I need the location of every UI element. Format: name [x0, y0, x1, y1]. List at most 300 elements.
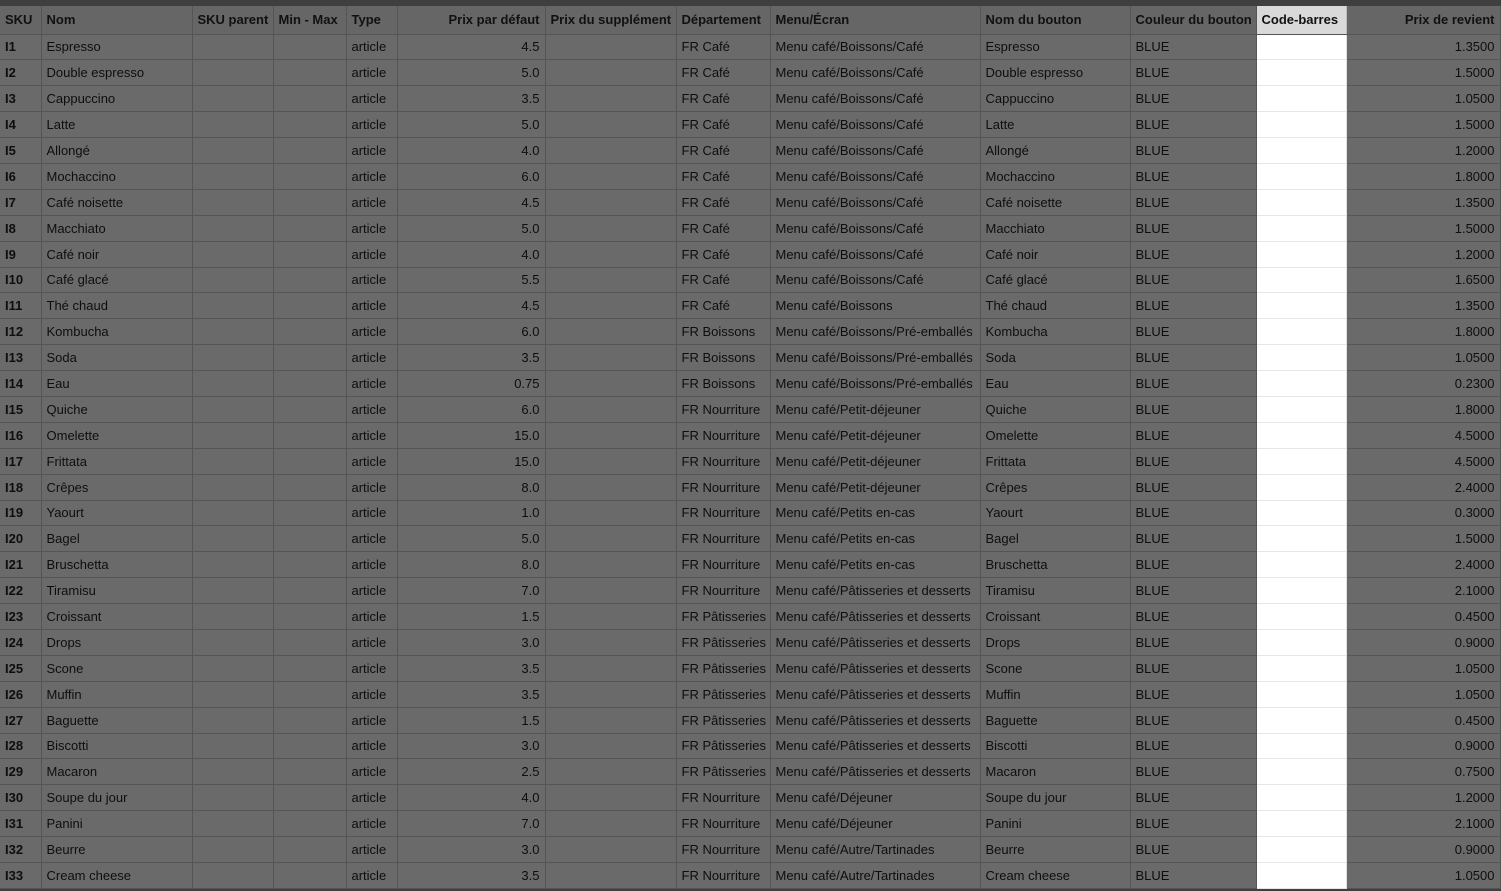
- cell-sku[interactable]: I6: [0, 163, 41, 189]
- cell-revient[interactable]: 0.9000: [1346, 629, 1500, 655]
- cell-type[interactable]: article: [346, 267, 397, 293]
- cell-type[interactable]: article: [346, 86, 397, 112]
- cell-supp[interactable]: [545, 267, 676, 293]
- cell-type[interactable]: article: [346, 785, 397, 811]
- cell-code[interactable]: [1256, 241, 1346, 267]
- cell-prix[interactable]: 4.0: [397, 241, 545, 267]
- cell-couleur[interactable]: BLUE: [1130, 371, 1256, 397]
- cell-revient[interactable]: 0.2300: [1346, 371, 1500, 397]
- cell-parent[interactable]: [192, 629, 273, 655]
- cell-menu[interactable]: Menu café/Petits en-cas: [770, 552, 980, 578]
- cell-sku[interactable]: I3: [0, 86, 41, 112]
- column-header-sku[interactable]: SKU: [0, 6, 41, 34]
- cell-dep[interactable]: FR Nourriture: [676, 448, 770, 474]
- cell-couleur[interactable]: BLUE: [1130, 655, 1256, 681]
- cell-couleur[interactable]: BLUE: [1130, 112, 1256, 138]
- cell-parent[interactable]: [192, 604, 273, 630]
- cell-revient[interactable]: 1.3500: [1346, 293, 1500, 319]
- cell-sku[interactable]: I16: [0, 422, 41, 448]
- cell-bouton[interactable]: Eau: [980, 371, 1130, 397]
- cell-minmax[interactable]: [273, 681, 346, 707]
- cell-bouton[interactable]: Crêpes: [980, 474, 1130, 500]
- cell-couleur[interactable]: BLUE: [1130, 163, 1256, 189]
- cell-code[interactable]: [1256, 267, 1346, 293]
- cell-sku[interactable]: I8: [0, 215, 41, 241]
- cell-nom[interactable]: Café glacé: [41, 267, 192, 293]
- cell-supp[interactable]: [545, 396, 676, 422]
- cell-minmax[interactable]: [273, 629, 346, 655]
- cell-supp[interactable]: [545, 293, 676, 319]
- cell-bouton[interactable]: Quiche: [980, 396, 1130, 422]
- cell-code[interactable]: [1256, 474, 1346, 500]
- cell-parent[interactable]: [192, 163, 273, 189]
- cell-dep[interactable]: FR Boissons: [676, 319, 770, 345]
- cell-revient[interactable]: 0.9000: [1346, 837, 1500, 863]
- cell-parent[interactable]: [192, 448, 273, 474]
- cell-type[interactable]: article: [346, 863, 397, 889]
- cell-type[interactable]: article: [346, 474, 397, 500]
- cell-nom[interactable]: Kombucha: [41, 319, 192, 345]
- cell-sku[interactable]: I30: [0, 785, 41, 811]
- cell-supp[interactable]: [545, 60, 676, 86]
- cell-sku[interactable]: I17: [0, 448, 41, 474]
- cell-revient[interactable]: 0.3000: [1346, 500, 1500, 526]
- cell-parent[interactable]: [192, 86, 273, 112]
- cell-nom[interactable]: Frittata: [41, 448, 192, 474]
- cell-supp[interactable]: [545, 319, 676, 345]
- cell-bouton[interactable]: Cappuccino: [980, 86, 1130, 112]
- cell-prix[interactable]: 6.0: [397, 319, 545, 345]
- cell-couleur[interactable]: BLUE: [1130, 189, 1256, 215]
- cell-supp[interactable]: [545, 86, 676, 112]
- cell-supp[interactable]: [545, 500, 676, 526]
- cell-nom[interactable]: Drops: [41, 629, 192, 655]
- cell-menu[interactable]: Menu café/Boissons/Pré-emballés: [770, 345, 980, 371]
- cell-supp[interactable]: [545, 759, 676, 785]
- cell-menu[interactable]: Menu café/Déjeuner: [770, 811, 980, 837]
- cell-bouton[interactable]: Bagel: [980, 526, 1130, 552]
- column-header-bouton[interactable]: Nom du bouton: [980, 6, 1130, 34]
- cell-couleur[interactable]: BLUE: [1130, 138, 1256, 164]
- cell-revient[interactable]: 1.5000: [1346, 60, 1500, 86]
- cell-menu[interactable]: Menu café/Boissons/Pré-emballés: [770, 371, 980, 397]
- cell-prix[interactable]: 5.0: [397, 526, 545, 552]
- cell-sku[interactable]: I32: [0, 837, 41, 863]
- cell-code[interactable]: [1256, 163, 1346, 189]
- cell-parent[interactable]: [192, 34, 273, 60]
- cell-couleur[interactable]: BLUE: [1130, 474, 1256, 500]
- cell-minmax[interactable]: [273, 34, 346, 60]
- cell-code[interactable]: [1256, 396, 1346, 422]
- cell-dep[interactable]: FR Nourriture: [676, 474, 770, 500]
- cell-menu[interactable]: Menu café/Déjeuner: [770, 785, 980, 811]
- cell-code[interactable]: [1256, 759, 1346, 785]
- cell-minmax[interactable]: [273, 86, 346, 112]
- cell-nom[interactable]: Soupe du jour: [41, 785, 192, 811]
- cell-supp[interactable]: [545, 215, 676, 241]
- cell-dep[interactable]: FR Pâtisseries: [676, 655, 770, 681]
- cell-minmax[interactable]: [273, 241, 346, 267]
- cell-dep[interactable]: FR Nourriture: [676, 578, 770, 604]
- cell-nom[interactable]: Muffin: [41, 681, 192, 707]
- cell-minmax[interactable]: [273, 707, 346, 733]
- cell-sku[interactable]: I31: [0, 811, 41, 837]
- cell-menu[interactable]: Menu café/Petits en-cas: [770, 526, 980, 552]
- cell-type[interactable]: article: [346, 526, 397, 552]
- cell-bouton[interactable]: Frittata: [980, 448, 1130, 474]
- cell-code[interactable]: [1256, 578, 1346, 604]
- cell-dep[interactable]: FR Nourriture: [676, 500, 770, 526]
- cell-couleur[interactable]: BLUE: [1130, 552, 1256, 578]
- cell-bouton[interactable]: Mochaccino: [980, 163, 1130, 189]
- cell-revient[interactable]: 1.3500: [1346, 34, 1500, 60]
- cell-dep[interactable]: FR Nourriture: [676, 526, 770, 552]
- cell-prix[interactable]: 3.0: [397, 733, 545, 759]
- cell-menu[interactable]: Menu café/Pâtisseries et desserts: [770, 707, 980, 733]
- cell-type[interactable]: article: [346, 189, 397, 215]
- cell-minmax[interactable]: [273, 345, 346, 371]
- cell-type[interactable]: article: [346, 578, 397, 604]
- cell-supp[interactable]: [545, 526, 676, 552]
- cell-parent[interactable]: [192, 552, 273, 578]
- cell-minmax[interactable]: [273, 448, 346, 474]
- cell-supp[interactable]: [545, 837, 676, 863]
- cell-supp[interactable]: [545, 448, 676, 474]
- cell-menu[interactable]: Menu café/Boissons/Café: [770, 60, 980, 86]
- cell-bouton[interactable]: Baguette: [980, 707, 1130, 733]
- cell-revient[interactable]: 1.3500: [1346, 189, 1500, 215]
- cell-revient[interactable]: 1.6500: [1346, 267, 1500, 293]
- cell-code[interactable]: [1256, 785, 1346, 811]
- cell-nom[interactable]: Latte: [41, 112, 192, 138]
- cell-nom[interactable]: Panini: [41, 811, 192, 837]
- cell-nom[interactable]: Cappuccino: [41, 86, 192, 112]
- cell-menu[interactable]: Menu café/Petits en-cas: [770, 500, 980, 526]
- cell-supp[interactable]: [545, 655, 676, 681]
- cell-type[interactable]: article: [346, 396, 397, 422]
- cell-supp[interactable]: [545, 863, 676, 889]
- cell-nom[interactable]: Espresso: [41, 34, 192, 60]
- cell-code[interactable]: [1256, 60, 1346, 86]
- cell-couleur[interactable]: BLUE: [1130, 215, 1256, 241]
- cell-bouton[interactable]: Scone: [980, 655, 1130, 681]
- cell-minmax[interactable]: [273, 396, 346, 422]
- cell-parent[interactable]: [192, 112, 273, 138]
- cell-nom[interactable]: Bagel: [41, 526, 192, 552]
- cell-prix[interactable]: 5.5: [397, 267, 545, 293]
- cell-revient[interactable]: 1.2000: [1346, 241, 1500, 267]
- cell-couleur[interactable]: BLUE: [1130, 319, 1256, 345]
- cell-revient[interactable]: 0.7500: [1346, 759, 1500, 785]
- cell-prix[interactable]: 3.0: [397, 837, 545, 863]
- cell-nom[interactable]: Café noir: [41, 241, 192, 267]
- cell-couleur[interactable]: BLUE: [1130, 34, 1256, 60]
- cell-parent[interactable]: [192, 267, 273, 293]
- cell-couleur[interactable]: BLUE: [1130, 448, 1256, 474]
- cell-type[interactable]: article: [346, 345, 397, 371]
- cell-prix[interactable]: 5.0: [397, 215, 545, 241]
- cell-type[interactable]: article: [346, 241, 397, 267]
- cell-prix[interactable]: 1.0: [397, 500, 545, 526]
- cell-parent[interactable]: [192, 474, 273, 500]
- cell-supp[interactable]: [545, 189, 676, 215]
- cell-prix[interactable]: 8.0: [397, 552, 545, 578]
- cell-code[interactable]: [1256, 448, 1346, 474]
- column-header-revient[interactable]: Prix de revient: [1346, 6, 1500, 34]
- cell-bouton[interactable]: Yaourt: [980, 500, 1130, 526]
- cell-prix[interactable]: 3.5: [397, 345, 545, 371]
- cell-code[interactable]: [1256, 293, 1346, 319]
- cell-code[interactable]: [1256, 552, 1346, 578]
- cell-parent[interactable]: [192, 837, 273, 863]
- cell-nom[interactable]: Omelette: [41, 422, 192, 448]
- cell-bouton[interactable]: Café glacé: [980, 267, 1130, 293]
- cell-menu[interactable]: Menu café/Boissons/Café: [770, 189, 980, 215]
- cell-bouton[interactable]: Bruschetta: [980, 552, 1130, 578]
- cell-menu[interactable]: Menu café/Autre/Tartinades: [770, 837, 980, 863]
- cell-sku[interactable]: I29: [0, 759, 41, 785]
- cell-parent[interactable]: [192, 707, 273, 733]
- cell-type[interactable]: article: [346, 811, 397, 837]
- cell-dep[interactable]: FR Café: [676, 86, 770, 112]
- cell-sku[interactable]: I19: [0, 500, 41, 526]
- cell-supp[interactable]: [545, 707, 676, 733]
- column-header-code[interactable]: Code-barres: [1256, 6, 1346, 34]
- cell-couleur[interactable]: BLUE: [1130, 863, 1256, 889]
- cell-menu[interactable]: Menu café/Boissons/Café: [770, 86, 980, 112]
- cell-bouton[interactable]: Double espresso: [980, 60, 1130, 86]
- cell-bouton[interactable]: Croissant: [980, 604, 1130, 630]
- cell-prix[interactable]: 5.0: [397, 60, 545, 86]
- cell-code[interactable]: [1256, 422, 1346, 448]
- cell-dep[interactable]: FR Café: [676, 215, 770, 241]
- cell-supp[interactable]: [545, 629, 676, 655]
- cell-type[interactable]: article: [346, 138, 397, 164]
- cell-prix[interactable]: 8.0: [397, 474, 545, 500]
- cell-nom[interactable]: Scone: [41, 655, 192, 681]
- cell-menu[interactable]: Menu café/Boissons/Café: [770, 241, 980, 267]
- cell-sku[interactable]: I15: [0, 396, 41, 422]
- cell-menu[interactable]: Menu café/Pâtisseries et desserts: [770, 629, 980, 655]
- cell-bouton[interactable]: Biscotti: [980, 733, 1130, 759]
- cell-bouton[interactable]: Macchiato: [980, 215, 1130, 241]
- cell-dep[interactable]: FR Pâtisseries: [676, 629, 770, 655]
- cell-revient[interactable]: 1.5000: [1346, 215, 1500, 241]
- cell-prix[interactable]: 15.0: [397, 422, 545, 448]
- cell-type[interactable]: article: [346, 604, 397, 630]
- cell-parent[interactable]: [192, 345, 273, 371]
- cell-couleur[interactable]: BLUE: [1130, 526, 1256, 552]
- cell-nom[interactable]: Thé chaud: [41, 293, 192, 319]
- cell-code[interactable]: [1256, 138, 1346, 164]
- cell-bouton[interactable]: Allongé: [980, 138, 1130, 164]
- cell-type[interactable]: article: [346, 655, 397, 681]
- cell-prix[interactable]: 3.5: [397, 655, 545, 681]
- cell-supp[interactable]: [545, 785, 676, 811]
- cell-prix[interactable]: 7.0: [397, 578, 545, 604]
- cell-menu[interactable]: Menu café/Boissons: [770, 293, 980, 319]
- cell-dep[interactable]: FR Nourriture: [676, 837, 770, 863]
- cell-parent[interactable]: [192, 733, 273, 759]
- cell-prix[interactable]: 3.5: [397, 86, 545, 112]
- cell-sku[interactable]: I10: [0, 267, 41, 293]
- cell-type[interactable]: article: [346, 293, 397, 319]
- cell-code[interactable]: [1256, 500, 1346, 526]
- cell-minmax[interactable]: [273, 500, 346, 526]
- cell-sku[interactable]: I28: [0, 733, 41, 759]
- cell-couleur[interactable]: BLUE: [1130, 759, 1256, 785]
- cell-supp[interactable]: [545, 241, 676, 267]
- cell-sku[interactable]: I20: [0, 526, 41, 552]
- cell-minmax[interactable]: [273, 112, 346, 138]
- cell-parent[interactable]: [192, 189, 273, 215]
- cell-parent[interactable]: [192, 60, 273, 86]
- cell-nom[interactable]: Allongé: [41, 138, 192, 164]
- cell-bouton[interactable]: Cream cheese: [980, 863, 1130, 889]
- cell-dep[interactable]: FR Café: [676, 293, 770, 319]
- cell-parent[interactable]: [192, 526, 273, 552]
- cell-revient[interactable]: 2.4000: [1346, 552, 1500, 578]
- cell-type[interactable]: article: [346, 681, 397, 707]
- cell-minmax[interactable]: [273, 785, 346, 811]
- cell-code[interactable]: [1256, 215, 1346, 241]
- cell-revient[interactable]: 0.9000: [1346, 733, 1500, 759]
- cell-couleur[interactable]: BLUE: [1130, 422, 1256, 448]
- column-header-dep[interactable]: Département: [676, 6, 770, 34]
- cell-code[interactable]: [1256, 345, 1346, 371]
- cell-dep[interactable]: FR Nourriture: [676, 422, 770, 448]
- cell-prix[interactable]: 3.0: [397, 629, 545, 655]
- cell-minmax[interactable]: [273, 138, 346, 164]
- cell-minmax[interactable]: [273, 189, 346, 215]
- cell-revient[interactable]: 2.1000: [1346, 578, 1500, 604]
- cell-parent[interactable]: [192, 578, 273, 604]
- cell-sku[interactable]: I7: [0, 189, 41, 215]
- cell-prix[interactable]: 5.0: [397, 112, 545, 138]
- cell-dep[interactable]: FR Café: [676, 138, 770, 164]
- cell-supp[interactable]: [545, 112, 676, 138]
- cell-couleur[interactable]: BLUE: [1130, 733, 1256, 759]
- cell-revient[interactable]: 1.8000: [1346, 396, 1500, 422]
- cell-dep[interactable]: FR Café: [676, 112, 770, 138]
- cell-nom[interactable]: Cream cheese: [41, 863, 192, 889]
- cell-bouton[interactable]: Café noisette: [980, 189, 1130, 215]
- cell-nom[interactable]: Soda: [41, 345, 192, 371]
- cell-code[interactable]: [1256, 707, 1346, 733]
- cell-minmax[interactable]: [273, 215, 346, 241]
- cell-menu[interactable]: Menu café/Boissons/Café: [770, 267, 980, 293]
- cell-prix[interactable]: 4.5: [397, 34, 545, 60]
- cell-code[interactable]: [1256, 733, 1346, 759]
- cell-menu[interactable]: Menu café/Petit-déjeuner: [770, 396, 980, 422]
- cell-revient[interactable]: 2.1000: [1346, 811, 1500, 837]
- cell-code[interactable]: [1256, 629, 1346, 655]
- cell-dep[interactable]: FR Café: [676, 241, 770, 267]
- cell-menu[interactable]: Menu café/Pâtisseries et desserts: [770, 604, 980, 630]
- cell-sku[interactable]: I2: [0, 60, 41, 86]
- cell-type[interactable]: article: [346, 163, 397, 189]
- cell-code[interactable]: [1256, 604, 1346, 630]
- cell-bouton[interactable]: Kombucha: [980, 319, 1130, 345]
- cell-code[interactable]: [1256, 655, 1346, 681]
- cell-dep[interactable]: FR Boissons: [676, 371, 770, 397]
- cell-minmax[interactable]: [273, 474, 346, 500]
- cell-revient[interactable]: 2.4000: [1346, 474, 1500, 500]
- cell-prix[interactable]: 4.5: [397, 293, 545, 319]
- cell-menu[interactable]: Menu café/Boissons/Pré-emballés: [770, 319, 980, 345]
- cell-revient[interactable]: 1.5000: [1346, 526, 1500, 552]
- cell-menu[interactable]: Menu café/Boissons/Café: [770, 34, 980, 60]
- cell-revient[interactable]: 1.2000: [1346, 785, 1500, 811]
- cell-bouton[interactable]: Latte: [980, 112, 1130, 138]
- cell-prix[interactable]: 1.5: [397, 604, 545, 630]
- cell-parent[interactable]: [192, 759, 273, 785]
- cell-type[interactable]: article: [346, 319, 397, 345]
- cell-prix[interactable]: 2.5: [397, 759, 545, 785]
- cell-parent[interactable]: [192, 785, 273, 811]
- cell-revient[interactable]: 1.2000: [1346, 138, 1500, 164]
- cell-parent[interactable]: [192, 422, 273, 448]
- cell-prix[interactable]: 6.0: [397, 163, 545, 189]
- cell-sku[interactable]: I14: [0, 371, 41, 397]
- cell-code[interactable]: [1256, 189, 1346, 215]
- cell-prix[interactable]: 4.0: [397, 785, 545, 811]
- cell-menu[interactable]: Menu café/Petit-déjeuner: [770, 422, 980, 448]
- cell-dep[interactable]: FR Nourriture: [676, 552, 770, 578]
- cell-minmax[interactable]: [273, 163, 346, 189]
- cell-couleur[interactable]: BLUE: [1130, 707, 1256, 733]
- cell-menu[interactable]: Menu café/Pâtisseries et desserts: [770, 759, 980, 785]
- cell-couleur[interactable]: BLUE: [1130, 811, 1256, 837]
- cell-sku[interactable]: I18: [0, 474, 41, 500]
- column-header-menu[interactable]: Menu/Écran: [770, 6, 980, 34]
- cell-supp[interactable]: [545, 604, 676, 630]
- cell-bouton[interactable]: Drops: [980, 629, 1130, 655]
- cell-parent[interactable]: [192, 371, 273, 397]
- cell-prix[interactable]: 3.5: [397, 681, 545, 707]
- column-header-nom[interactable]: Nom: [41, 6, 192, 34]
- cell-sku[interactable]: I21: [0, 552, 41, 578]
- cell-dep[interactable]: FR Boissons: [676, 345, 770, 371]
- cell-sku[interactable]: I27: [0, 707, 41, 733]
- cell-type[interactable]: article: [346, 215, 397, 241]
- cell-couleur[interactable]: BLUE: [1130, 241, 1256, 267]
- cell-revient[interactable]: 4.5000: [1346, 448, 1500, 474]
- cell-sku[interactable]: I26: [0, 681, 41, 707]
- cell-revient[interactable]: 1.0500: [1346, 86, 1500, 112]
- cell-couleur[interactable]: BLUE: [1130, 500, 1256, 526]
- cell-minmax[interactable]: [273, 604, 346, 630]
- cell-bouton[interactable]: Soupe du jour: [980, 785, 1130, 811]
- cell-dep[interactable]: FR Café: [676, 163, 770, 189]
- column-header-parent[interactable]: SKU parent: [192, 6, 273, 34]
- cell-menu[interactable]: Menu café/Boissons/Café: [770, 163, 980, 189]
- cell-type[interactable]: article: [346, 422, 397, 448]
- cell-couleur[interactable]: BLUE: [1130, 60, 1256, 86]
- cell-nom[interactable]: Mochaccino: [41, 163, 192, 189]
- cell-bouton[interactable]: Omelette: [980, 422, 1130, 448]
- cell-sku[interactable]: I5: [0, 138, 41, 164]
- cell-supp[interactable]: [545, 578, 676, 604]
- cell-parent[interactable]: [192, 500, 273, 526]
- cell-nom[interactable]: Yaourt: [41, 500, 192, 526]
- cell-menu[interactable]: Menu café/Boissons/Café: [770, 215, 980, 241]
- cell-revient[interactable]: 1.0500: [1346, 345, 1500, 371]
- cell-menu[interactable]: Menu café/Petit-déjeuner: [770, 474, 980, 500]
- cell-minmax[interactable]: [273, 837, 346, 863]
- cell-code[interactable]: [1256, 34, 1346, 60]
- cell-supp[interactable]: [545, 811, 676, 837]
